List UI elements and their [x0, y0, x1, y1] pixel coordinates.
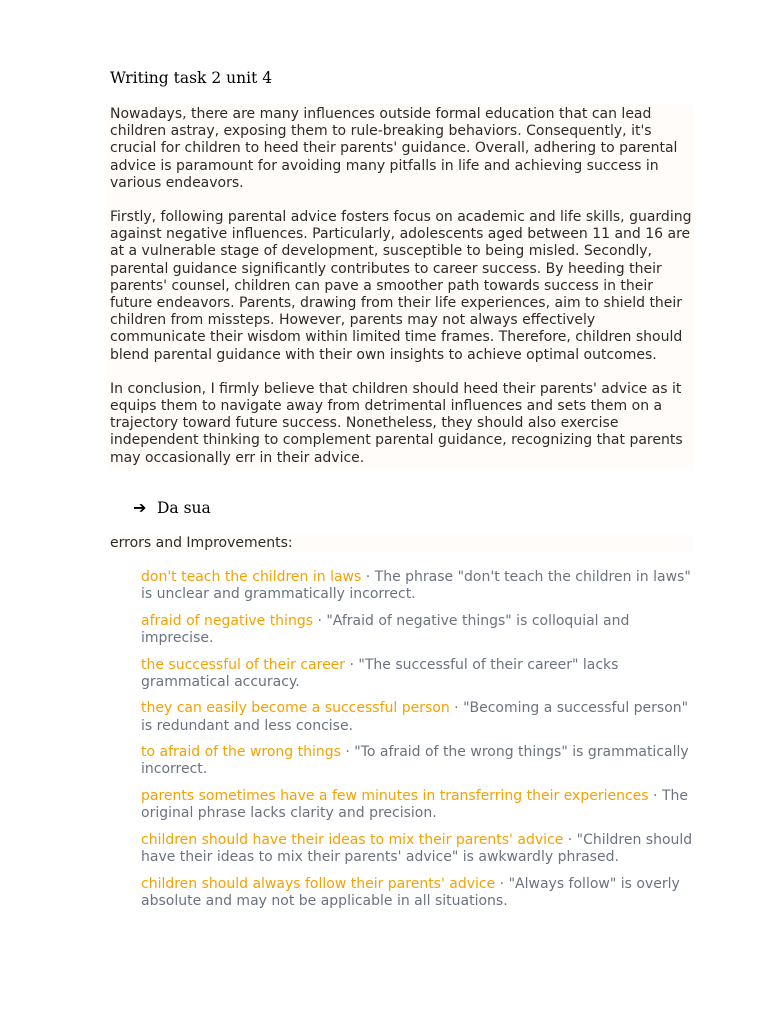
- error-separator: ·: [495, 875, 509, 892]
- error-item: [141, 876, 697, 910]
- error-explanation: "Always follow" is overly absolute and may not be applicable in all situations.: [141, 875, 680, 909]
- error-phrase: children should have their ideas to mix their parents' advice: [141, 831, 564, 848]
- essay-paragraph-conclusion: In conclusion, I firmly believe that children should heed their parents' advice as it equips them to navigate away from detrimental influences and sets them on a trajectory toward future success. Nonetheless, they should also exercise independent thinking to complement parental guidance, recognizing that parents may occasionally err in their advice.: [110, 380, 683, 466]
- error-phrase: don't teach the children in laws: [141, 569, 362, 585]
- error-item: [141, 613, 697, 647]
- right-arrow-icon: ➔: [133, 498, 147, 517]
- error-separator: ·: [313, 612, 327, 629]
- error-phrase: parents sometimes have a few minutes in transferring their experiences: [141, 787, 649, 804]
- error-phrase: they can easily become a successful person: [141, 700, 450, 717]
- essay-paragraph-intro: Nowadays, there are many influences outside formal education that can lead children astray, exposing them to rule-breaking behaviors. Consequently, it's crucial for children to heed their parents' guidance. Overall, adhering to parental advice is paramount for avoiding many pitfalls in life and achieving success in various endeavors.: [110, 106, 678, 191]
- error-explanation: "To afraid of the wrong things" is grammatically incorrect.: [141, 744, 689, 778]
- error-separator: ·: [563, 831, 577, 848]
- error-phrase: afraid of negative things: [141, 612, 313, 629]
- error-separator: ·: [449, 700, 464, 717]
- error-phrase: the successful of their career: [141, 656, 346, 673]
- errors-list: [141, 569, 697, 919]
- error-item: [141, 657, 697, 691]
- error-item: [141, 744, 697, 778]
- error-explanation: "Children should have their ideas to mix their parents' advice" is awkwardly phrased.: [141, 831, 693, 865]
- error-separator: ·: [340, 744, 355, 761]
- error-explanation: The phrase "don't teach the children in laws" is unclear and grammatically incorrect.: [141, 569, 691, 603]
- error-phrase: children should always follow their parents' advice: [141, 875, 496, 892]
- error-separator: ·: [361, 569, 375, 585]
- error-explanation: "Afraid of negative things" is colloquial and imprecise.: [141, 612, 630, 646]
- revision-marker: [133, 498, 211, 517]
- error-item: [141, 700, 697, 734]
- errors-heading: errors and Improvements:: [108, 535, 694, 552]
- error-item: [141, 569, 697, 603]
- document-title: Writing task 2 unit 4: [110, 69, 273, 87]
- error-separator: ·: [648, 787, 662, 804]
- essay-block: [108, 104, 694, 471]
- essay-paragraph-body: Firstly, following parental advice fosters focus on academic and life skills, guarding against negative influences. Particularly, adolescents aged between 11 and 16 are at a vulnerable stage of development, susceptible to being misled. Secondly, parental guidance significantly contributes to career success. By heeding their parents' counsel, children can pave a smoother path towards success in their future endeavors. Parents, drawing from their life experiences, aim to shield their children from missteps. However, parents may not always effectively communicate their wisdom within limited time frames. Therefore, children should blend parental guidance with their own insights to achieve optimal outcomes.: [110, 209, 692, 363]
- error-explanation: "The successful of their career" lacks grammatical accuracy.: [141, 656, 619, 690]
- error-explanation: "Becoming a successful person" is redundant and less concise.: [141, 700, 689, 734]
- error-item: [141, 788, 697, 822]
- error-phrase: to afraid of the wrong things: [141, 744, 341, 761]
- error-item: [141, 832, 697, 866]
- error-explanation: The original phrase lacks clarity and precision.: [141, 787, 688, 822]
- revision-label: Da sua: [157, 498, 211, 517]
- error-separator: ·: [345, 656, 359, 673]
